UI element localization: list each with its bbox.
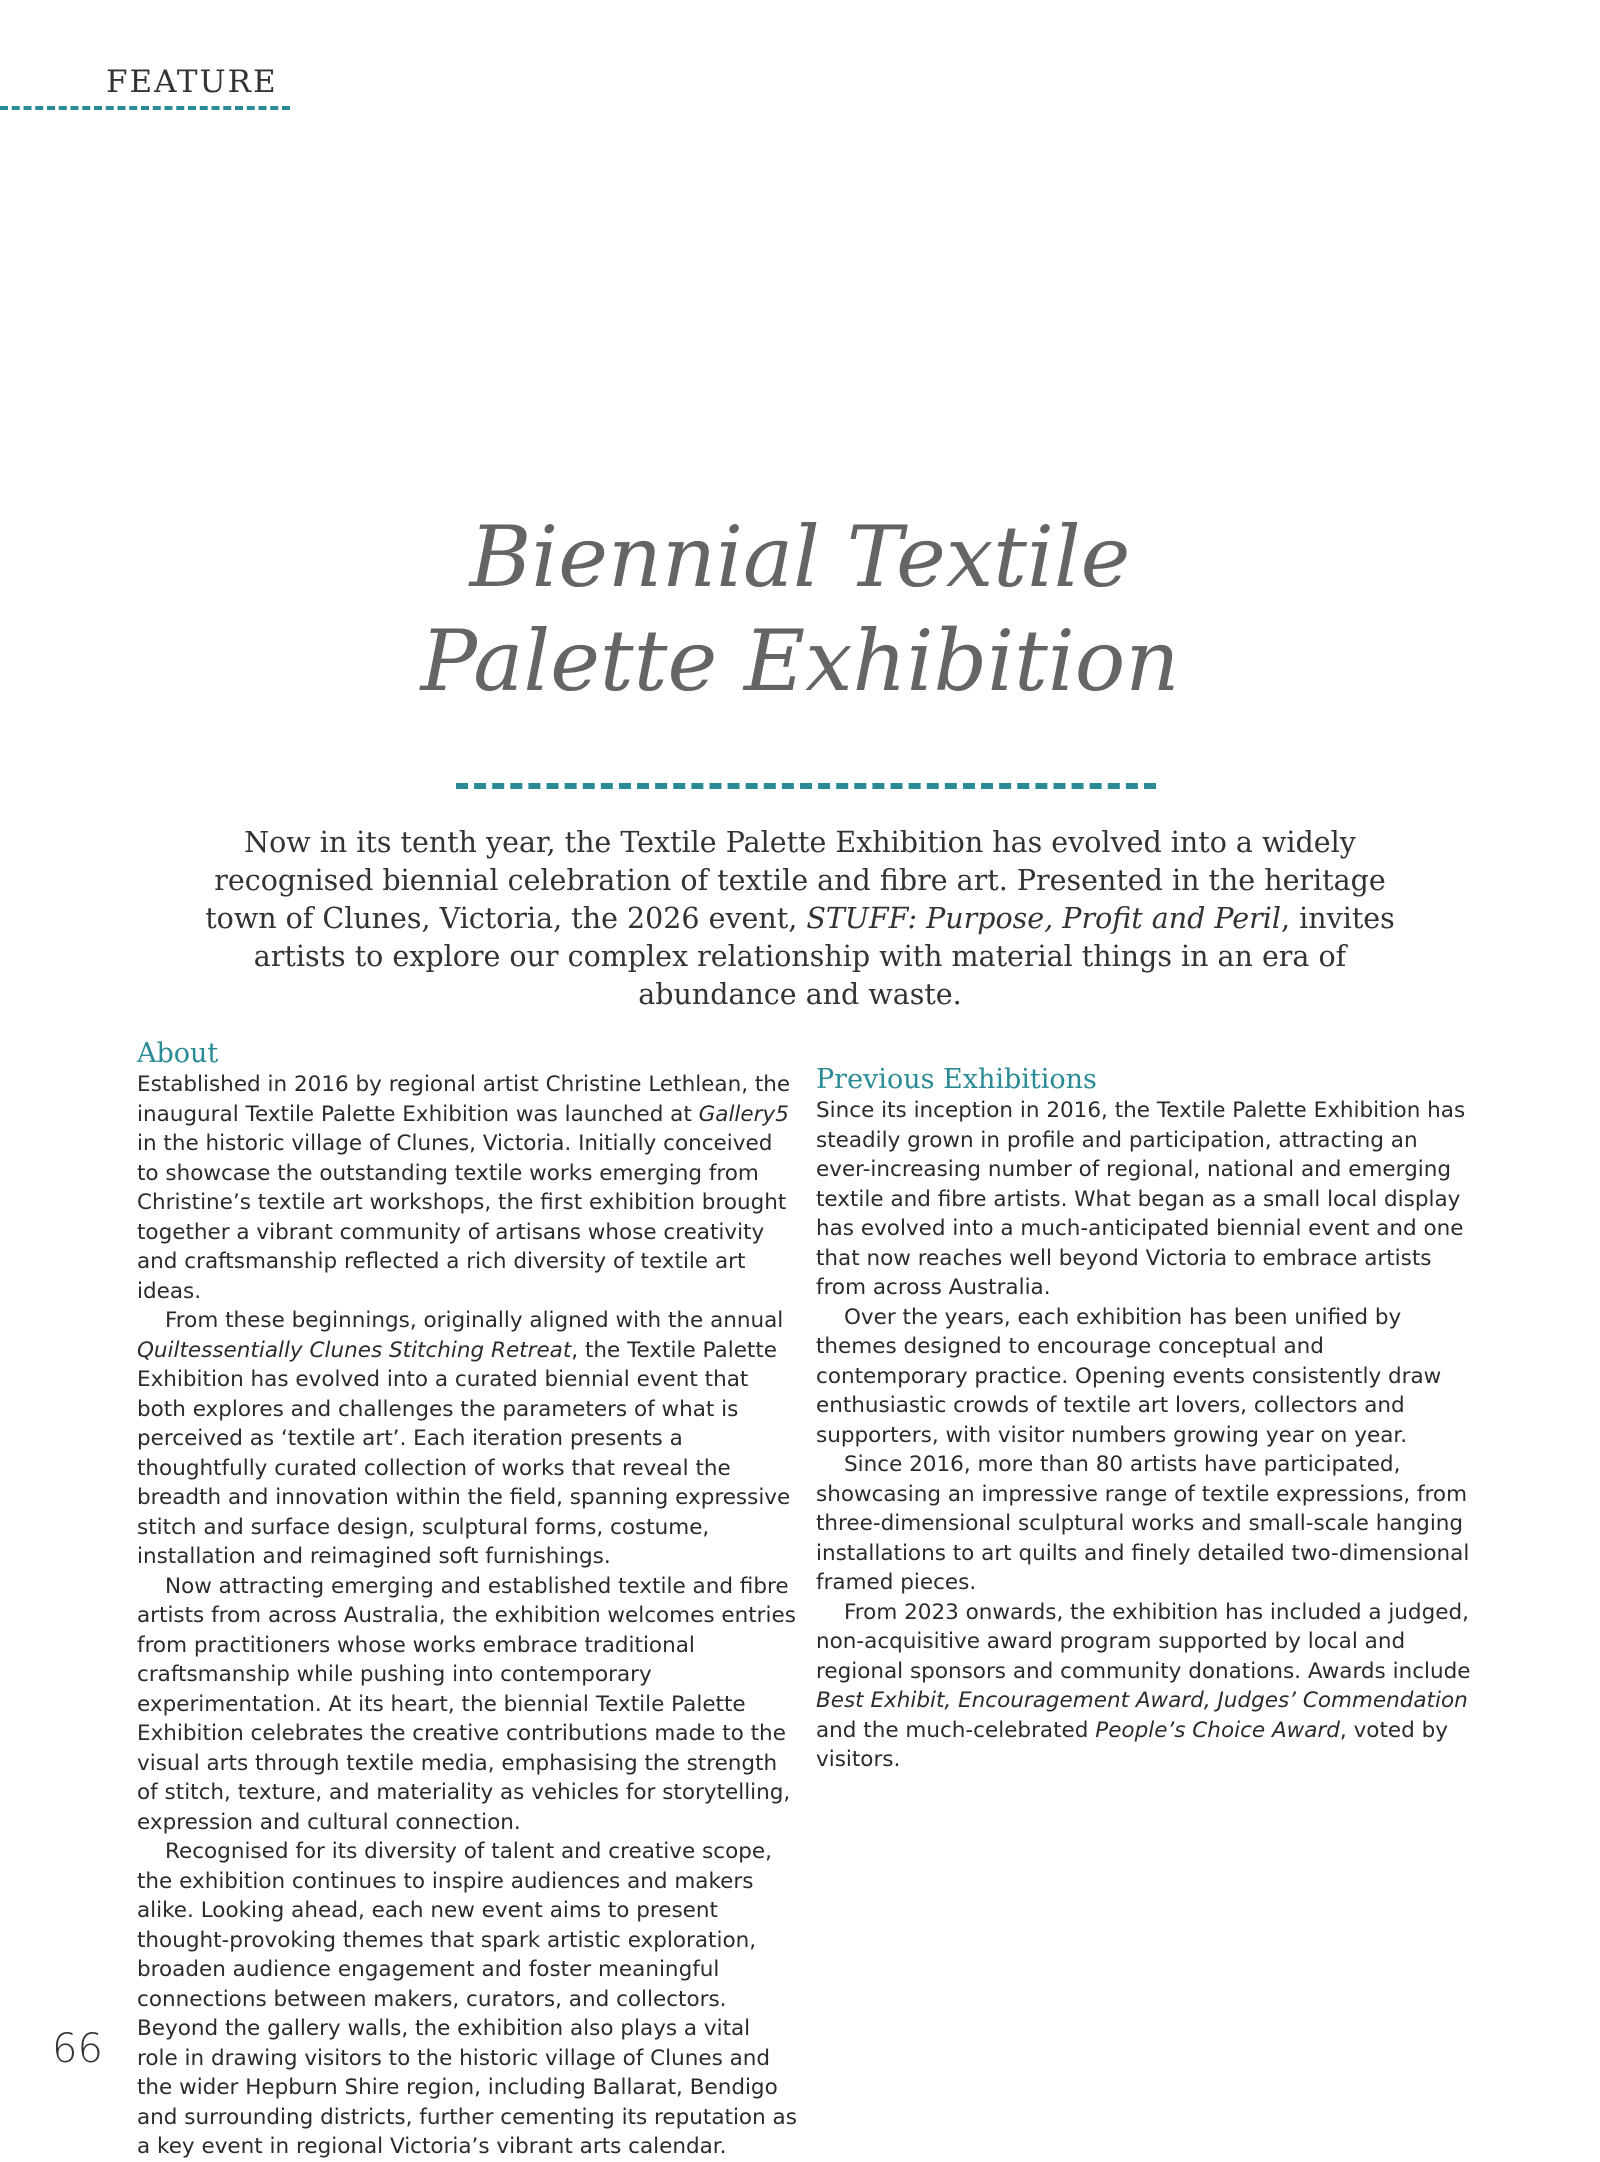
about-p2-text-end: , the Textile Palette Exhibition has evolved into a curated biennial event that both explores and challenges the parameters of what is perceived as ‘textile art’. Each iteration presents a thoughtfully curated collection of works that reveal the breadth and innovation within the field, spanning expressive stitch and surface design, sculptural forms, costume, installation and reimagined soft furnishings. (137, 1337, 791, 1569)
about-paragraph-3: Now attracting emerging and established textile and fibre artists from across Australia, the exhibition welcomes entries from practitioners whose works embrace traditional craftsmanship while pushing into contemporary experimentation. At its heart, the biennial Textile Palette Exhibition celebrates the creative contributions made to the visual arts through textile media, emphasising the strength of stitch, texture, and materiality as vehicles for storytelling, expression and cultural connection. (137, 1573, 796, 1835)
previous-exhibitions-column (816, 1038, 1476, 1775)
intro-paragraph (190, 824, 1410, 1014)
award-names: Best Exhibit, Encouragement Award, Judges’ Commendation (816, 1688, 1468, 1713)
previous-p4-text-mid: and the much-celebrated (816, 1717, 1096, 1743)
section-label: FEATURE (106, 64, 278, 100)
about-paragraph-2 (137, 1306, 797, 1572)
intro-text-end: , invites artists to explore our complex relationship with material things in an era of abundance and waste. (253, 902, 1395, 1011)
about-heading: About (137, 1038, 219, 1069)
title-line-1: Biennial Textile (469, 508, 1131, 606)
about-p1-text: Established in 2016 by regional artist Christine Lethlean, the inaugural Textile Palette Exhibition was launched at (137, 1072, 791, 1127)
exhibition-theme-title: STUFF: Purpose, Profit and Peril (806, 902, 1282, 935)
about-column (137, 1038, 797, 2162)
about-p1-text-end: in the historic village of Clunes, Victoria. Initially conceived to showcase the outstanding textile works emerging from Christine’s textile art workshops, the first exhibition brought together a vibrant community of artisans whose creativity and craftsmanship reflected a rich diversity of textile art ideas. (137, 1131, 787, 1304)
previous-paragraph-1: Since its inception in 2016, the Textile Palette Exhibition has steadily grown in profile and participation, attracting an ever-increasing number of regional, national and emerging textile and fibre artists. What began as a small local display has evolved into a much-anticipated biennial event and one that now reaches well beyond Victoria to embrace artists from across Australia. (816, 1098, 1466, 1300)
title-line-2: Palette Exhibition (420, 612, 1180, 710)
previous-p4-text: From 2023 onwards, the exhibition has included a judged, non-acquisitive award program supported by local and regional sponsors and community donations. Awards include (816, 1599, 1471, 1684)
article-title (350, 505, 1250, 713)
previous-paragraph-2: Over the years, each exhibition has been unified by themes designed to encourage conceptual and contemporary practice. Opening events consistently draw enthusiastic crowds of textile art lovers, collectors and supporters, with visitor numbers growing year on year. (816, 1304, 1442, 1448)
title-dashed-rule (456, 783, 1156, 789)
about-paragraph-1 (137, 1070, 797, 1306)
page-number: 66 (52, 2026, 103, 2072)
about-paragraph-4: Recognised for its diversity of talent and creative scope, the exhibition continues to inspire audiences and makers alike. Looking ahead, each new event aims to present thought-provoking themes that spark artistic exploration, broaden audience engagement and foster meaningful connections between makers, curators, and collectors. Beyond the gallery walls, the exhibition also plays a vital role in drawing visitors to the historic village of Clunes and the wider Hepburn Shire region, including Ballarat, Bendigo and surrounding districts, further cementing its reputation as a key event in regional Victoria’s vibrant arts calendar. (137, 1839, 797, 2159)
header-dashed-rule (0, 106, 290, 110)
previous-paragraph-4 (816, 1598, 1476, 1775)
retreat-name: Quiltessentially Clunes Stitching Retreat (137, 1337, 572, 1363)
gallery-name: Gallery5 (698, 1101, 789, 1127)
peoples-choice-award: People’s Choice Award (1095, 1717, 1340, 1743)
intro-text-start: Now in its tenth year, the Textile Palette Exhibition has evolved into a widely recognised biennial celebration of textile and fibre art. Presented in the heritage town of Clunes, Victoria, the 2026 event, (205, 826, 1386, 935)
about-p2-text: From these beginnings, originally aligned with the annual (165, 1308, 784, 1333)
previous-p4-text-end: , voted by visitors. (816, 1717, 1448, 1772)
previous-exhibitions-heading: Previous Exhibitions (816, 1064, 1097, 1095)
previous-paragraph-3: Since 2016, more than 80 artists have participated, showcasing an impressive range of textile expressions, from three-dimensional sculptural works and small-scale hanging installations to art quilts and finely detailed two-dimensional framed pieces. (816, 1452, 1470, 1595)
